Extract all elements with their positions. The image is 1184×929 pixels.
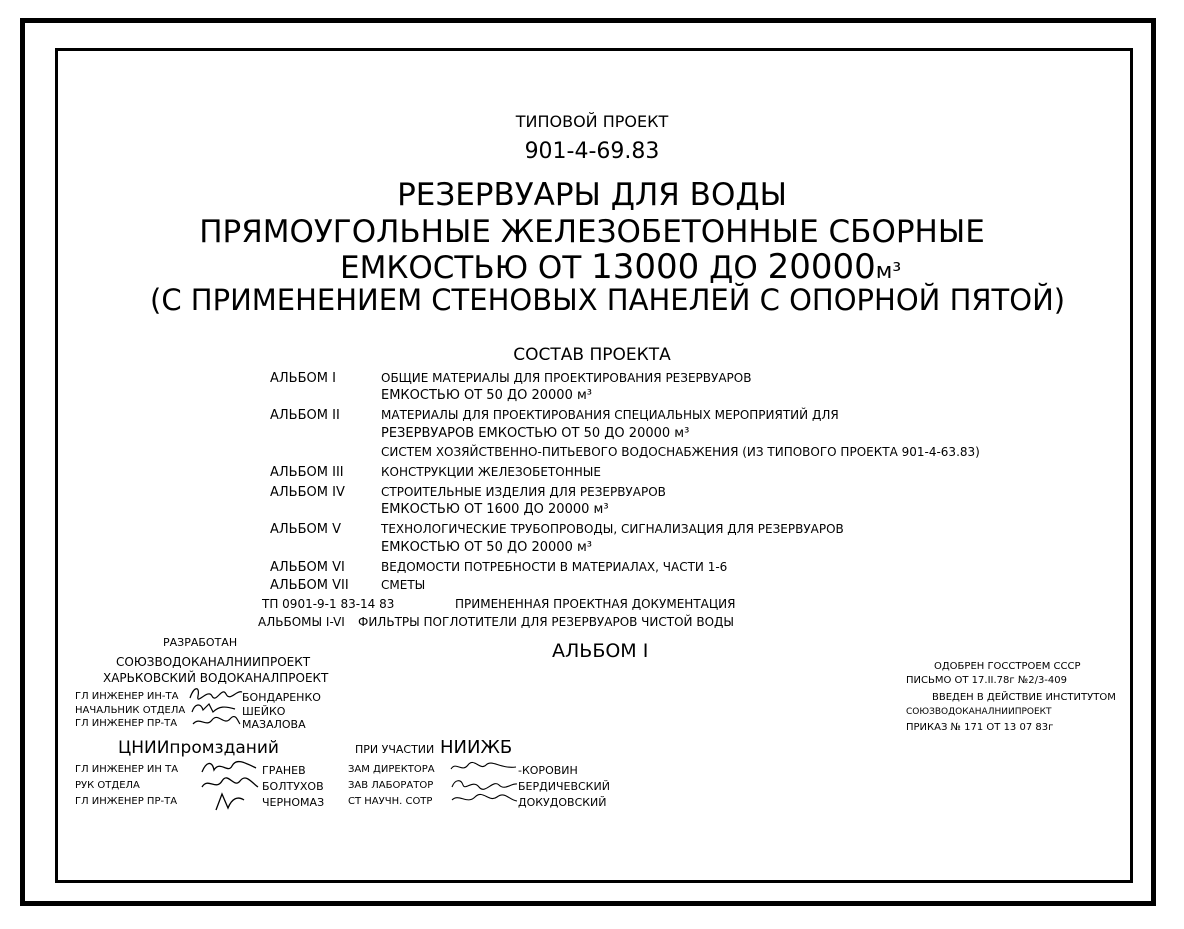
album-desc: ЕМКОСТЬЮ ОТ 1600 ДО 20000 м³	[381, 502, 609, 517]
album-label: АЛЬБОМ II	[270, 408, 340, 423]
tp-code: ТП 0901-9-1 83-14 83	[262, 597, 395, 611]
staff-name: МАЗАЛОВА	[242, 718, 306, 731]
album-desc: ОБЩИЕ МАТЕРИАЛЫ ДЛЯ ПРОЕКТИРОВАНИЯ РЕЗЕРВУАРОВ	[381, 371, 752, 385]
project-type: ТИПОВОЙ ПРОЕКТ	[515, 112, 669, 131]
album-desc: КОНСТРУКЦИИ ЖЕЛЕЗОБЕТОННЫЕ	[381, 465, 601, 479]
album-desc: МАТЕРИАЛЫ ДЛЯ ПРОЕКТИРОВАНИЯ СПЕЦИАЛЬНЫХ МЕРОПРИЯТИЙ ДЛЯ	[381, 408, 839, 422]
staff-role: ГЛ ИНЖЕНЕР ИН-ТА	[75, 691, 179, 702]
album-desc: СТРОИТЕЛЬНЫЕ ИЗДЕЛИЯ ДЛЯ РЕЗЕРВУАРОВ	[381, 485, 666, 499]
staff-name: ГРАНЕВ	[262, 764, 306, 777]
developer-org-1: СОЮЗВОДОКАНАЛНИИПРОЕКТ	[116, 655, 311, 669]
staff-name: ЧЕРНОМАЗ	[262, 796, 325, 809]
approval-line-1: ОДОБРЕН ГОССТРОЕМ СССР	[934, 661, 1081, 672]
signature-scribble	[448, 759, 518, 775]
participation-role: ЗАВ ЛАБОРАТОР	[348, 780, 434, 791]
title-capacity-unit: м³	[875, 259, 902, 284]
title-capacity-from: 13000	[591, 247, 700, 287]
developer-org-2: ХАРЬКОВСКИЙ ВОДОКАНАЛПРОЕКТ	[103, 671, 329, 685]
staff-name: ШЕЙКО	[242, 705, 286, 718]
album-label: АЛЬБОМ V	[270, 522, 342, 537]
staff-role: ГЛ ИНЖЕНЕР ПР-ТА	[75, 718, 178, 729]
title-line-4: (С ПРИМЕНЕНИЕМ СТЕНОВЫХ ПАНЕЛЕЙ С ОПОРНОЙ ПЯТОЙ)	[150, 283, 1066, 317]
album-desc: СИСТЕМ ХОЗЯЙСТВЕННО-ПИТЬЕВОГО ВОДОСНАБЖЕНИЯ (ИЗ ТИПОВОГО ПРОЕКТА 901-4-63.83)	[381, 445, 980, 459]
participation-name: ДОКУДОВСКИЙ	[518, 796, 607, 809]
signature-scribble	[190, 714, 242, 730]
album-desc: ВЕДОМОСТИ ПОТРЕБНОСТИ В МАТЕРИАЛАХ, ЧАСТИ 1-6	[381, 560, 728, 574]
album-desc: РЕЗЕРВУАРОВ ЕМКОСТЬЮ ОТ 50 ДО 20000 м³	[381, 426, 690, 441]
album-label: АЛЬБОМ VII	[270, 578, 349, 593]
title-capacity-prefix: ЕМКОСТЬЮ ОТ	[340, 250, 582, 286]
title-capacity-to: 20000	[767, 247, 876, 287]
album-desc: ЕМКОСТЬЮ ОТ 50 ДО 20000 м³	[381, 388, 593, 403]
composition-heading: СОСТАВ ПРОЕКТА	[513, 345, 671, 365]
staff-role: РУК ОТДЕЛА	[75, 780, 140, 791]
participation-name: БЕРДИЧЕВСКИЙ	[518, 780, 610, 793]
signature-scribble	[210, 790, 250, 814]
participation-org: НИИЖБ	[440, 737, 513, 758]
album-desc: ТЕХНОЛОГИЧЕСКИЕ ТРУБОПРОВОДЫ, СИГНАЛИЗАЦИЯ ДЛЯ РЕЗЕРВУАРОВ	[381, 522, 844, 536]
participation-prefix: ПРИ УЧАСТИИ	[355, 743, 435, 756]
albums-code: АЛЬБОМЫ I-VI	[258, 615, 345, 629]
signature-scribble	[449, 775, 519, 791]
title-line-2: ПРЯМОУГОЛЬНЫЕ ЖЕЛЕЗОБЕТОННЫЕ СБОРНЫЕ	[199, 214, 985, 250]
album-label: АЛЬБОМ IV	[270, 485, 345, 500]
album-label: АЛЬБОМ III	[270, 465, 344, 480]
participation-role: СТ НАУЧН. СОТР	[348, 796, 433, 807]
title-line-1: РЕЗЕРВУАРЫ ДЛЯ ВОДЫ	[397, 177, 787, 213]
album-label: АЛЬБОМ I	[270, 371, 336, 386]
participation-name: -КОРОВИН	[518, 764, 578, 777]
developer-heading: РАЗРАБОТАН	[163, 636, 238, 649]
album-desc: СМЕТЫ	[381, 578, 426, 592]
staff-role: ГЛ ИНЖЕНЕР ИН ТА	[75, 764, 179, 775]
staff-role: НАЧАЛЬНИК ОТДЕЛА	[75, 705, 186, 716]
developer-org-3: ЦНИИпромзданий	[118, 738, 279, 758]
approval-line-5: ПРИКАЗ № 171 ОТ 13 07 83г	[906, 722, 1054, 733]
albums-text: ФИЛЬТРЫ ПОГЛОТИТЕЛИ ДЛЯ РЕЗЕРВУАРОВ ЧИСТОЙ ВОДЫ	[358, 615, 734, 629]
participation-role: ЗАМ ДИРЕКТОРА	[348, 764, 435, 775]
approval-line-3: ВВЕДЕН В ДЕЙСТВИЕ ИНСТИТУТОМ	[932, 692, 1116, 703]
tp-text: ПРИМЕНЕННАЯ ПРОЕКТНАЯ ДОКУМЕНТАЦИЯ	[455, 597, 736, 611]
title-line-3	[340, 247, 902, 287]
project-number: 901-4-69.83	[524, 139, 660, 164]
title-capacity-mid: ДО	[709, 250, 758, 286]
album-desc: ЕМКОСТЬЮ ОТ 50 ДО 20000 м³	[381, 540, 593, 555]
approval-line-4: СОЮЗВОДОКАНАЛНИИПРОЕКТ	[906, 707, 1052, 717]
approval-line-2: ПИСЬМО ОТ 17.II.78г №2/3-409	[906, 675, 1068, 686]
signature-scribble	[449, 791, 519, 807]
staff-name: БОЛТУХОВ	[262, 780, 324, 793]
current-album: АЛЬБОМ I	[552, 640, 649, 662]
staff-name: БОНДАРЕНКО	[242, 691, 321, 704]
staff-role: ГЛ ИНЖЕНЕР ПР-ТА	[75, 796, 178, 807]
album-label: АЛЬБОМ VI	[270, 560, 345, 575]
